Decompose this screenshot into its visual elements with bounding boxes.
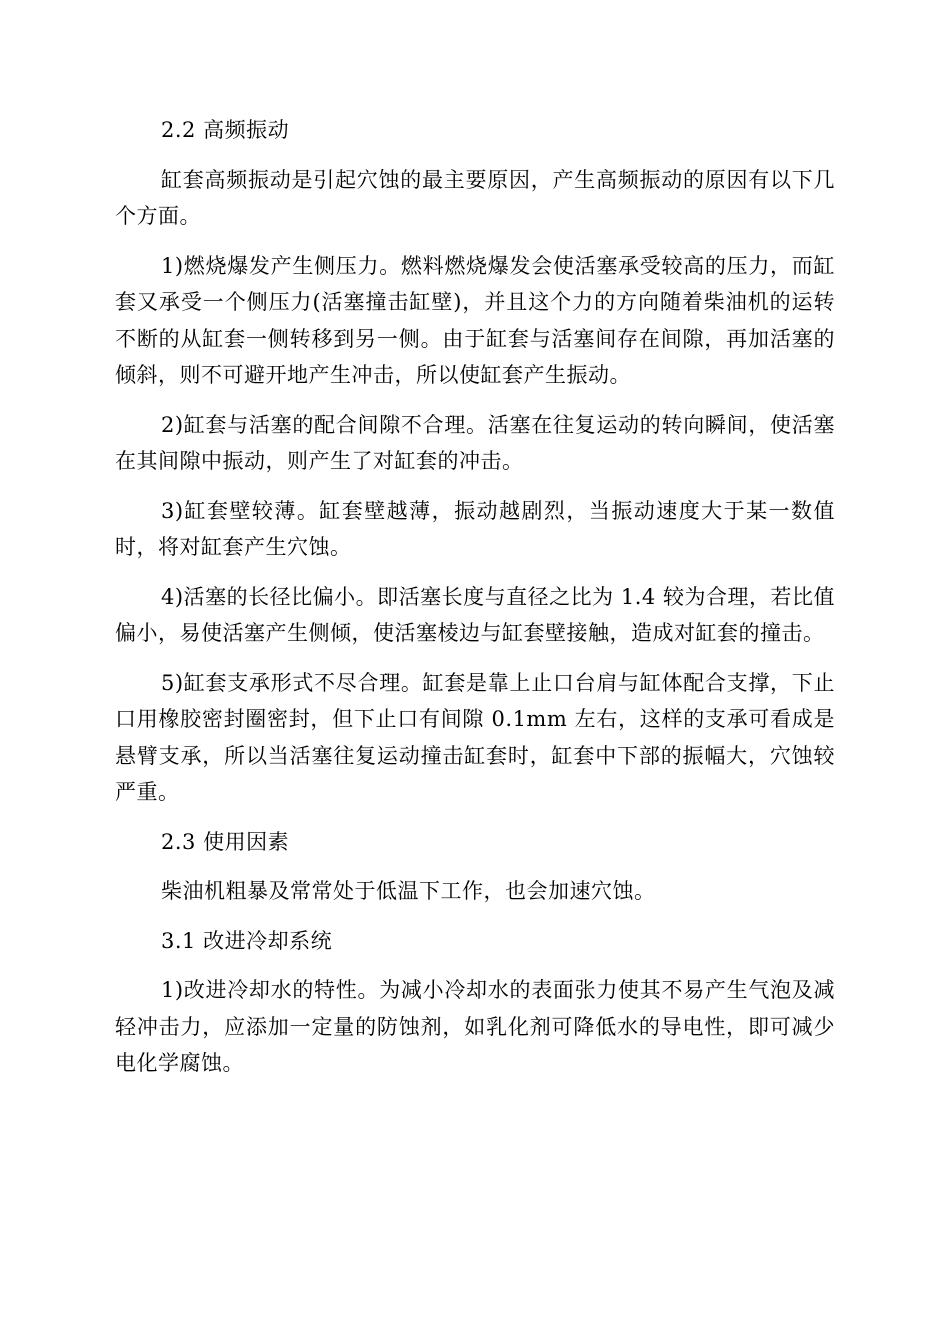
paragraph-item-1-combustion: 1)燃烧爆发产生侧压力。燃料燃烧爆发会使活塞承受较高的压力，而缸套又承受一个侧压力(活塞撞击缸壁)，并且这个力的方向随着柴油机的运转不断的从缸套一侧转移到另一侧。由于缸套与活塞间存在间隙，再加活塞的倾斜，则不可避开地产生冲击，所以使缸套产生振动。	[115, 253, 835, 387]
paragraph-item-4-piston-ratio: 4)活塞的长径比偏小。即活塞长度与直径之比为 1.4 较为合理，若比值偏小，易使活塞产生侧倾，使活塞棱边与缸套壁接触，造成对缸套的撞击。	[115, 584, 835, 645]
paragraph-item-2-clearance: 2)缸套与活塞的配合间隙不合理。活塞在往复运动的转向瞬间，使活塞在其间隙中振动，则产生了对缸套的冲击。	[115, 412, 835, 473]
paragraph-high-frequency-vibration: 缸套高频振动是引起穴蚀的最主要原因，产生高频振动的原因有以下几个方面。	[115, 167, 835, 228]
section-heading-2-3: 2.3 使用因素	[161, 829, 290, 854]
paragraph-cooling-water: 1)改进冷却水的特性。为减小冷却水的表面张力使其不易产生气泡及减轻冲击力，应添加一定量的防蚀剂，如乳化剂可降低水的导电性，即可减少电化学腐蚀。	[115, 978, 835, 1075]
paragraph-item-5-support: 5)缸套支承形式不尽合理。缸套是靠上止口台肩与缸体配合支撑，下止口用橡胶密封圈密封，但下止口有间隙 0.1mm 左右，这样的支承可看成是悬臂支承，所以当活塞往复运动撞击缸套时，缸套中下部的振幅大，穴蚀较严重。	[115, 670, 835, 804]
paragraph-item-3-thin-wall: 3)缸套壁较薄。缸套壁越薄，振动越剧烈，当振动速度大于某一数值时，将对缸套产生穴蚀。	[115, 498, 835, 559]
section-heading-2-2: 2.2 高频振动	[161, 118, 290, 142]
paragraph-usage-factors: 柴油机粗暴及常常处于低温下工作，也会加速穴蚀。	[161, 879, 656, 903]
section-heading-3-1: 3.1 改进冷却系统	[161, 928, 333, 953]
document-body	[115, 112, 835, 1082]
